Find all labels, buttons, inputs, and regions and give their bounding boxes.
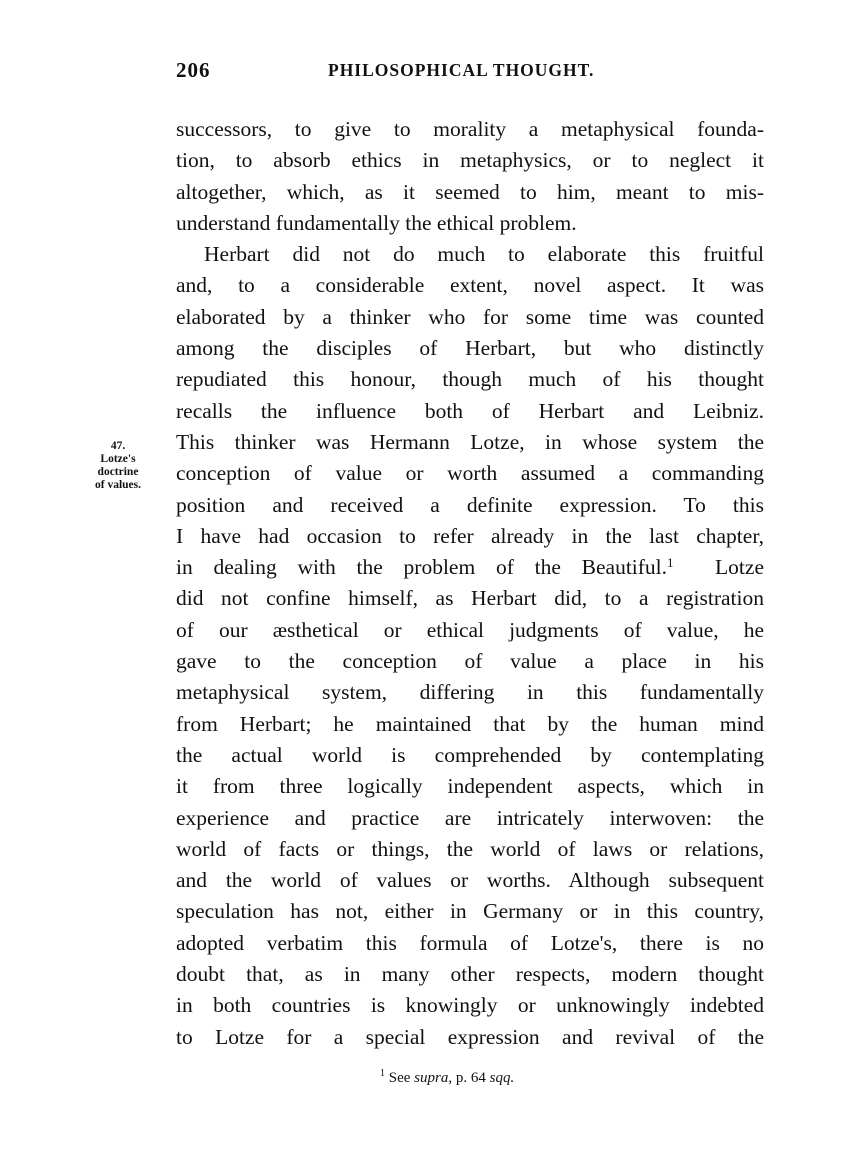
text-line: tion, to absorb ethics in metaphysics, or to neglect it	[176, 148, 764, 173]
page-header	[176, 58, 764, 88]
margin-note-line: of values.	[95, 479, 141, 491]
text-line: position and received a definite expression. To this	[176, 492, 764, 517]
text-line: altogether, which, as it seemed to him, meant to mis-	[176, 179, 764, 204]
text-line: to Lotze for a special expression and revival of the	[176, 1024, 764, 1049]
footnote-mark: 1	[380, 1068, 385, 1079]
footnote-text-page: , p. 64	[448, 1070, 490, 1086]
text-line: among the disciples of Herbart, but who distinctly	[176, 336, 764, 361]
footnote	[380, 1068, 514, 1087]
text-line: successors, to give to morality a metaphysical founda-	[176, 117, 764, 141]
text-line: Herbart did not do much to elaborate this fruitful	[204, 242, 764, 267]
running-head: PHILOSOPHICAL THOUGHT.	[328, 60, 595, 80]
text-line: it from three logically independent aspects, which in	[176, 774, 764, 799]
text-line: repudiated this honour, though much of his thought	[176, 367, 764, 392]
text-line: adopted verbatim this formula of Lotze's, there is no	[176, 930, 764, 955]
footnote-text-see: See	[388, 1070, 415, 1086]
text-line: of our æsthetical or ethical judgments of value, he	[176, 617, 764, 642]
text-line: speculation has not, either in Germany or in this country,	[176, 899, 764, 924]
body-text	[176, 114, 764, 1053]
footnote-text-supra: supra	[414, 1070, 449, 1086]
text-line: conception of value or worth assumed a commanding	[176, 461, 764, 486]
margin-note	[78, 440, 158, 492]
text-line-start: in dealing with the problem of the Beautiful.	[176, 555, 668, 580]
footnote-ref: 1	[667, 555, 674, 571]
text-line: I have had occasion to refer already in the last chapter,	[176, 523, 764, 548]
margin-note-line: Lotze's	[100, 453, 136, 465]
text-line: This thinker was Hermann Lotze, in whose system the	[176, 429, 764, 454]
text-line: from Herbart; he maintained that by the human mind	[176, 711, 764, 736]
page-number: 206	[176, 58, 211, 82]
text-line: understand fundamentally the ethical problem.	[176, 210, 577, 235]
text-line: the actual world is comprehended by contemplating	[176, 742, 764, 767]
text-line: recalls the influence both of Herbart and Leibniz.	[176, 398, 764, 423]
text-line: experience and practice are intricately interwoven: the	[176, 805, 764, 830]
text-line: in both countries is knowingly or unknowingly indebted	[176, 993, 764, 1018]
text-line: and, to a considerable extent, novel aspect. It was	[176, 273, 764, 298]
margin-note-line: doctrine	[97, 466, 139, 478]
text-line: did not confine himself, as Herbart did, to a registration	[176, 586, 764, 611]
margin-note-number: 47.	[110, 440, 126, 452]
text-line: and the world of values or worths. Although subsequent	[176, 868, 764, 893]
text-line: metaphysical system, differing in this fundamentally	[176, 680, 764, 705]
text-line: gave to the conception of value a place in his	[176, 649, 764, 674]
text-line-end: Lotze	[673, 555, 764, 580]
text-line-with-footnote-ref	[176, 552, 764, 583]
text-line: world of facts or things, the world of laws or relations,	[176, 836, 764, 861]
text-line: doubt that, as in many other respects, modern thought	[176, 962, 764, 987]
footnote-text-sqq: sqq.	[489, 1070, 515, 1086]
text-line: elaborated by a thinker who for some time was counted	[176, 304, 764, 329]
